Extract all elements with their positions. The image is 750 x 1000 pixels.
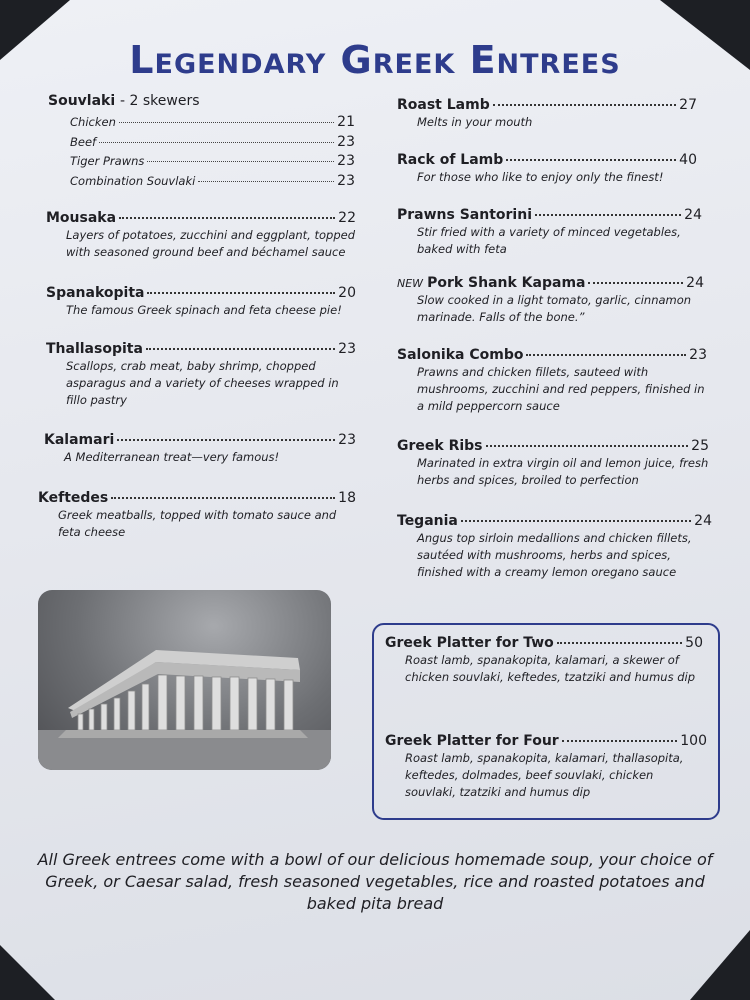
column-shape: [212, 677, 221, 730]
item-name: Tegania: [397, 513, 458, 529]
column-shape: [230, 677, 239, 730]
item-price: 20: [338, 285, 356, 301]
item-price: 22: [338, 210, 356, 226]
item-price: 23: [338, 432, 356, 448]
item-price: 24: [694, 513, 712, 529]
menu-item-roast-lamb: [397, 97, 697, 131]
item-description: Scallops, crab meat, baby shrimp, chopped asparagus and a variety of cheeses wrapped in fillo pastry: [66, 359, 339, 407]
item-name: Pork Shank Kapama: [427, 275, 586, 291]
souvlaki-option-price: 23: [337, 173, 355, 189]
new-badge: NEW: [397, 277, 424, 290]
column-shape: [176, 676, 185, 730]
column-shape: [101, 704, 107, 730]
item-price: 23: [689, 347, 707, 363]
souvlaki-option-name: Beef: [70, 135, 97, 149]
leader-dots: [119, 122, 334, 123]
menu-item-salonika-combo: [397, 347, 707, 415]
column-shape: [114, 698, 120, 730]
column-shape: [78, 714, 83, 730]
menu-item-rack-of-lamb: [397, 152, 697, 186]
item-name: Spanakopita: [46, 285, 145, 301]
item-price: 40: [679, 152, 697, 168]
item-name: Kalamari: [44, 432, 115, 448]
leader-dots: [557, 642, 682, 644]
menu-item-thallasopita: [46, 341, 356, 409]
item-name: Keftedes: [38, 490, 109, 506]
leader-dots: [146, 348, 335, 350]
menu-title: Legendary Greek Entrees: [129, 38, 621, 82]
item-description: Stir fried with a variety of minced vegetables, baked with feta: [417, 225, 681, 256]
item-price: 18: [338, 490, 356, 506]
column-shape: [142, 684, 149, 730]
leader-dots: [147, 161, 334, 162]
item-name: Greek Ribs: [397, 438, 483, 454]
item-description: Angus top sirloin medallions and chicken fillets, sautéed with mushrooms, herbs and spices, finished with a creamy lemon oregano sauce: [417, 531, 692, 579]
leader-dots: [493, 104, 676, 106]
souvlaki-option: [70, 173, 355, 189]
souvlaki-name: Souvlaki: [48, 93, 116, 109]
souvlaki-option-name: Chicken: [70, 115, 116, 129]
item-description: Roast lamb, spanakopita, kalamari, a skewer of chicken souvlaki, keftedes, tzatziki and humus dip: [405, 653, 696, 684]
leader-dots: [486, 445, 689, 447]
item-name: Thallasopita: [46, 341, 143, 357]
item-name: Prawns Santorini: [397, 207, 532, 223]
item-description: A Mediterranean treat—very famous!: [64, 450, 280, 464]
column-shape: [266, 679, 275, 730]
item-description: Prawns and chicken fillets, sauteed with mushrooms, zucchini and red peppers, finished in a mild peppercorn sauce: [417, 365, 705, 413]
menu-item-pork-shank-kapama: [397, 275, 704, 326]
leader-dots: [111, 497, 335, 499]
souvlaki-option: [70, 153, 355, 169]
column-shape: [284, 680, 293, 730]
item-price: 24: [686, 275, 704, 291]
menu-item-tegania: [397, 513, 712, 581]
menu-item-greek-ribs: [397, 438, 709, 489]
column-shape: [89, 709, 94, 730]
item-description: Layers of potatoes, zucchini and eggplant, topped with seasoned ground beef and béchamel sauce: [66, 228, 355, 259]
parthenon-photo: [38, 590, 331, 770]
leader-dots: [535, 214, 681, 216]
item-description: Melts in your mouth: [417, 115, 533, 129]
leader-dots: [117, 439, 335, 441]
item-name: Mousaka: [46, 210, 117, 226]
menu-item-prawns-santorini: [397, 207, 702, 258]
item-name: Greek Platter for Four: [385, 733, 559, 749]
column-shape: [128, 691, 135, 730]
item-price: 100: [680, 733, 707, 749]
leader-dots: [147, 292, 335, 294]
item-description: The famous Greek spinach and feta cheese pie!: [66, 303, 342, 317]
column-shape: [158, 675, 167, 730]
souvlaki-option: [70, 114, 355, 130]
menu-item-platter-two: [385, 635, 703, 686]
souvlaki-option-price: 21: [337, 114, 355, 130]
souvlaki-option-price: 23: [337, 134, 355, 150]
souvlaki-heading: [48, 93, 200, 109]
footer-note: All Greek entrees come with a bowl of our delicious homemade soup, your choice of Greek, or Caesar salad, fresh seasoned vegetables, rice and roasted potatoes and baked pita bread: [37, 850, 713, 913]
menu-item-mousaka: [46, 210, 356, 261]
leader-dots: [588, 282, 683, 284]
leader-dots: [506, 159, 676, 161]
item-price: 50: [685, 635, 703, 651]
souvlaki-note: - 2 skewers: [120, 93, 200, 109]
item-price: 25: [691, 438, 709, 454]
item-price: 23: [338, 341, 356, 357]
souvlaki-option: [70, 134, 355, 150]
menu-item-spanakopita: [46, 285, 356, 319]
item-description: Roast lamb, spanakopita, kalamari, thallasopita, keftedes, dolmades, beef souvlaki, chicken souvlaki, tzatziki and humus dip: [405, 751, 684, 799]
column-shape: [248, 678, 257, 730]
item-description: Greek meatballs, topped with tomato sauce and feta cheese: [58, 508, 337, 539]
item-description: For those who like to enjoy only the finest!: [417, 170, 664, 184]
item-price: 24: [684, 207, 702, 223]
souvlaki-option-price: 23: [337, 153, 355, 169]
stylobate-shape: [58, 730, 308, 738]
item-name: Rack of Lamb: [397, 152, 504, 168]
leader-dots: [99, 142, 334, 143]
item-price: 27: [679, 97, 697, 113]
menu-item-keftedes: [38, 490, 356, 541]
menu-item-platter-four: [385, 733, 707, 801]
item-name: Greek Platter for Two: [385, 635, 554, 651]
souvlaki-option-name: Combination Souvlaki: [70, 174, 196, 188]
item-description: Marinated in extra virgin oil and lemon juice, fresh herbs and spices, broiled to perfection: [417, 456, 709, 487]
column-shape: [194, 676, 203, 730]
item-description: Slow cooked in a light tomato, garlic, cinnamon marinade. Falls of the bone.”: [417, 293, 692, 324]
souvlaki-option-name: Tiger Prawns: [70, 154, 145, 168]
menu-item-kalamari: [44, 432, 356, 466]
leader-dots: [526, 354, 686, 356]
parthenon-illustration: [38, 590, 331, 770]
leader-dots: [562, 740, 678, 742]
leader-dots: [461, 520, 691, 522]
leader-dots: [119, 217, 335, 219]
leader-dots: [198, 181, 334, 182]
item-name: Roast Lamb: [397, 97, 490, 113]
item-name: Salonika Combo: [397, 347, 524, 363]
